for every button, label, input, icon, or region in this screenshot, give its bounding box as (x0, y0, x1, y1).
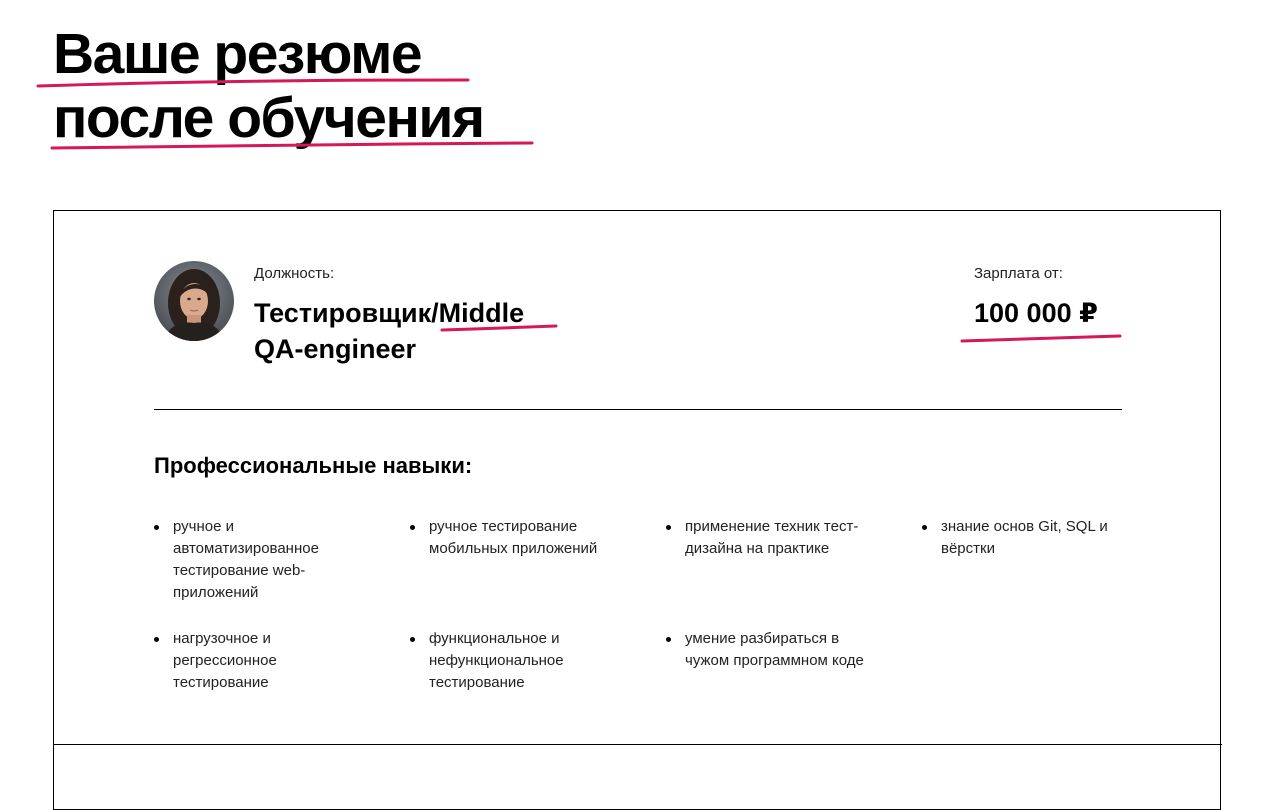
skill-item: нагрузочное и регрессионное тестирование (154, 628, 353, 694)
salary-value: 100 000 ₽ (974, 298, 1098, 328)
section-divider (154, 409, 1122, 410)
skill-item: применение техник тест-дизайна на практике (666, 516, 865, 604)
skill-item: знание основ Git, SQL и вёрстки (922, 516, 1121, 604)
position-level: /Middle (431, 298, 525, 328)
skill-item: ручное и автоматизированное тестирование web-приложений (154, 516, 353, 604)
skills-heading: Профессиональные навыки: (154, 453, 473, 478)
next-card-border (53, 744, 1222, 745)
position-name: Тестировщик (254, 298, 432, 328)
salary-underline (960, 333, 1124, 345)
skills-list (154, 516, 1178, 694)
page-title-line-2: после обучения (53, 86, 484, 150)
avatar (154, 261, 234, 341)
salary-label: Зарплата от: (974, 265, 1063, 282)
page-title-line-1: Ваше резюме (53, 22, 422, 86)
skill-item: умение разбираться в чужом программном коде (666, 628, 865, 694)
skill-item: функциональное и нефункциональное тестирование (410, 628, 609, 694)
position-level-underline (440, 323, 560, 335)
position-role: QA-engineer (254, 334, 417, 364)
position-label: Должность: (254, 265, 335, 282)
title-underline-2 (50, 138, 540, 154)
skill-item: ручное тестирование мобильных приложений (410, 516, 609, 604)
title-underline-1 (36, 76, 476, 92)
person-photo-icon (154, 261, 234, 341)
resume-card (53, 210, 1221, 810)
